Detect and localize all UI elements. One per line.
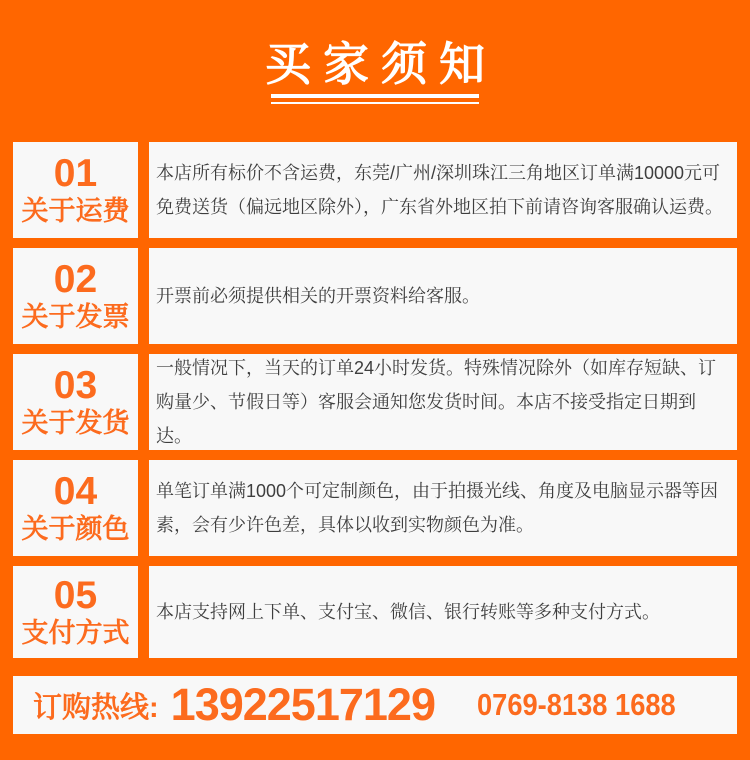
notice-section-delivery — [13, 354, 737, 450]
section-number: 05 — [53, 574, 98, 617]
section-number-box — [13, 566, 138, 658]
section-text: 本店支持网上下单、支付宝、微信、银行转账等多种支付方式。 — [156, 602, 660, 622]
page-header — [0, 0, 750, 104]
title-underline-top-rule — [271, 94, 479, 98]
section-number-box — [13, 142, 138, 238]
section-label: 关于发票 — [21, 302, 130, 332]
notice-section-color — [13, 460, 737, 556]
section-number: 04 — [53, 470, 98, 513]
section-number: 02 — [53, 258, 98, 301]
section-content-panel — [149, 142, 737, 238]
page-title: 买家须知 — [265, 38, 497, 90]
section-label: 关于颜色 — [21, 514, 130, 544]
section-number-box — [13, 460, 138, 556]
hotline-bar — [13, 676, 737, 734]
section-content-panel — [149, 354, 737, 450]
title-underline-bottom-rule — [271, 102, 479, 104]
section-number: 01 — [53, 152, 98, 195]
hotline-label: 订购热线: — [33, 691, 159, 724]
section-text: 开票前必须提供相关的开票资料给客服。 — [156, 286, 480, 306]
hotline-landline-number: 0769-8138 1688 — [476, 687, 676, 722]
section-label: 支付方式 — [21, 618, 130, 648]
section-number: 03 — [53, 364, 98, 407]
section-text: 一般情况下，当天的订单24小时发货。特殊情况除外（如库存短缺、订购量少、节假日等）客服会通知您发货时间。本店不接受指定日期到达。 — [156, 358, 717, 446]
section-text: 单笔订单满1000个可定制颜色，由于拍摄光线、角度及电脑显示器等因素，会有少许色差，具体以收到实物颜色为准。 — [156, 481, 719, 535]
hotline-mobile-number: 13922517129 — [170, 679, 435, 730]
section-content-panel — [149, 566, 737, 658]
notice-section-invoice — [13, 248, 737, 344]
section-content-panel — [149, 248, 737, 344]
title-underline — [271, 94, 479, 104]
section-text: 本店所有标价不含运费，东莞/广州/深圳珠江三角地区订单满10000元可免费送货（偏远地区除外），广东省外地区拍下前请咨询客服确认运费。 — [156, 163, 723, 217]
section-number-box — [13, 354, 138, 450]
notice-section-shipping — [13, 142, 737, 238]
notice-section-payment — [13, 566, 737, 658]
section-label: 关于发货 — [21, 408, 130, 438]
section-content-panel — [149, 460, 737, 556]
notice-sections — [13, 142, 737, 658]
section-label: 关于运费 — [21, 196, 130, 226]
section-number-box — [13, 248, 138, 344]
